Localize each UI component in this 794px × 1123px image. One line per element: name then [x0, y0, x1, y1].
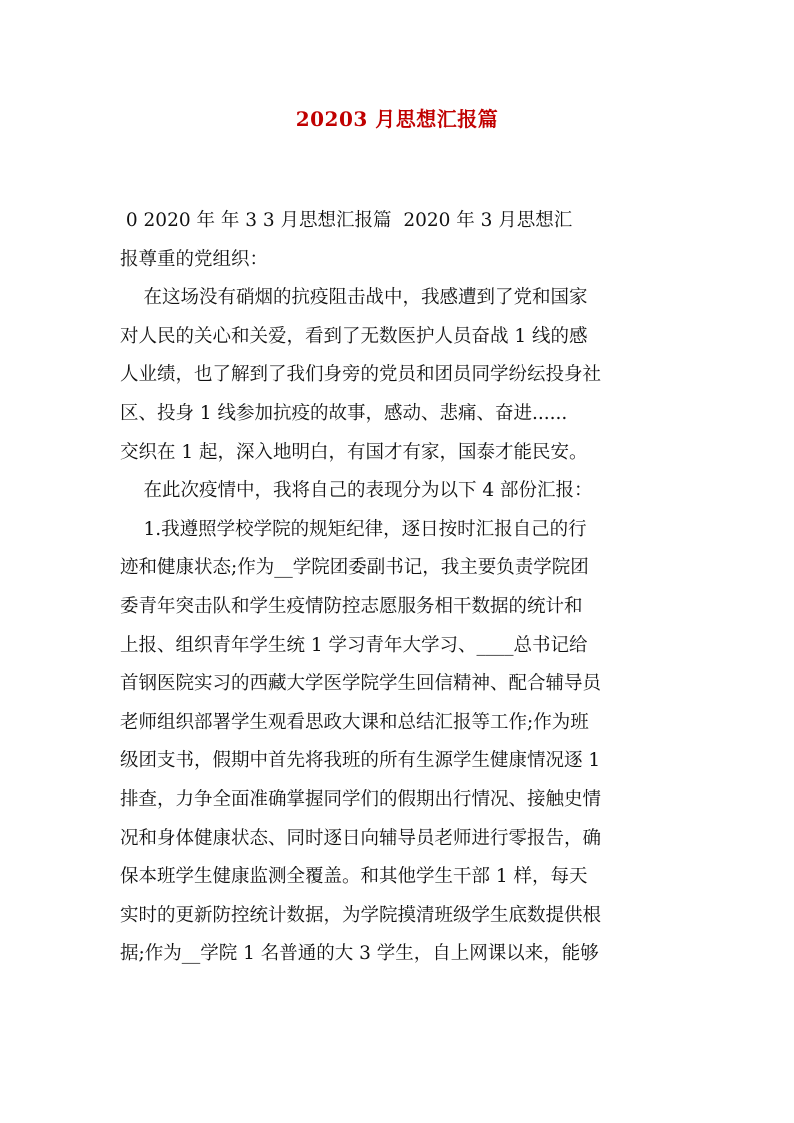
body-line: 老师组织部署学生观看思政大课和总结汇报等工作;作为班 [120, 711, 589, 733]
body-line: 在这场没有硝烟的抗疫阻击战中，我感遭到了党和国家 [120, 287, 588, 309]
body-line: 首钢医院实习的西藏大学医学院学生回信精神、配合辅导员 [120, 673, 602, 695]
body-line: 区、投身 1 线参加抗疫的故事，感动、悲痛、奋进...... [120, 402, 568, 424]
body-line: 报尊重的党组织： [120, 248, 269, 270]
body-line: 委青年突击队和学生疫情防控志愿服务相干数据的统计和 [120, 595, 583, 617]
body-line: 0 2020 年 年 3 3 月思想汇报篇 2020 年 3 月思想汇 [120, 210, 573, 231]
document-title: 20203 月思想汇报篇 [295, 107, 499, 131]
body-line: 人业绩，也了解到了我们身旁的党员和团员同学纷纭投身社 [120, 364, 602, 386]
body-line: 在此次疫情中，我将自己的表现分为以下 4 部份汇报： [120, 480, 593, 502]
body-line: 据;作为__学院 1 名普通的大 3 学生，自上网课以来，能够 [120, 943, 599, 965]
body-line: 级团支书，假期中首先将我班的所有生源学生健康情况逐 1 [120, 750, 601, 772]
document-body [120, 206, 680, 978]
body-line: 保本班学生健康监测全覆盖。和其他学生干部 1 样，每天 [120, 866, 588, 888]
body-line: 1.我遵照学校学院的规矩纪律，逐日按时汇报自己的行 [120, 518, 587, 540]
body-line: 上报、组织青年学生统 1 学习青年大学习、____总书记给 [120, 634, 588, 656]
body-line: 对人民的关心和关爱，看到了无数医护人员奋战 1 线的感 [120, 325, 588, 347]
body-line: 实时的更新防控统计数据，为学院摸清班级学生底数提供根 [120, 904, 602, 926]
body-line: 迹和健康状态;作为__学院团委副书记，我主要负责学院团 [120, 557, 589, 579]
body-line: 况和身体健康状态、同时逐日向辅导员老师进行零报告，确 [120, 827, 602, 849]
body-line: 排查，力争全面准确掌握同学们的假期出行情况、接触史情 [120, 788, 602, 810]
body-line: 交织在 1 起，深入地明白，有国才有家，国泰才能民安。 [120, 441, 588, 463]
